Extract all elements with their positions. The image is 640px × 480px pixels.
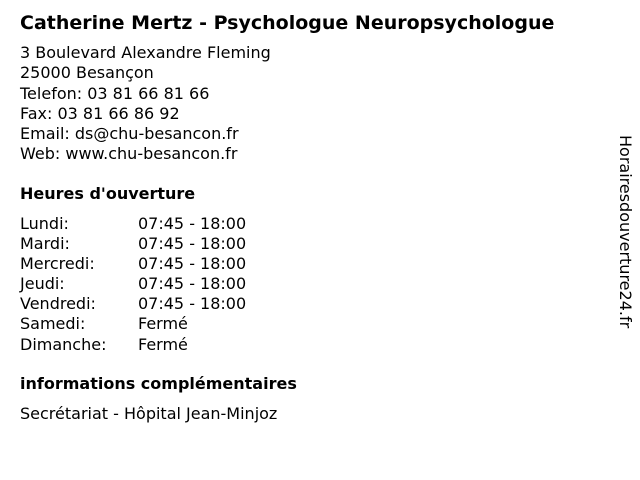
phone-number: Telefon: 03 81 66 81 66 <box>20 83 210 103</box>
email-address: Email: ds@chu-besancon.fr <box>20 124 239 144</box>
hours-row-wednesday <box>20 254 320 274</box>
hours-value: 07:45 - 18:00 <box>138 274 247 294</box>
hours-row-monday <box>20 214 320 234</box>
day-label: Dimanche: <box>20 334 107 354</box>
contact-block <box>20 43 271 165</box>
hours-value: 07:45 - 18:00 <box>138 294 247 314</box>
hours-value: 07:45 - 18:00 <box>138 234 247 254</box>
hours-value: Fermé <box>138 314 188 334</box>
site-watermark: Horairesdouverture24.fr <box>616 135 635 329</box>
hours-row-thursday <box>20 274 320 294</box>
day-label: Mardi: <box>20 234 70 254</box>
website: Web: www.chu-besancon.fr <box>20 144 238 164</box>
day-label: Lundi: <box>20 214 69 233</box>
street-address: 3 Boulevard Alexandre Fleming <box>20 43 271 62</box>
hours-value: 07:45 - 18:00 <box>138 214 247 233</box>
hours-value: Fermé <box>138 334 188 354</box>
hours-row-saturday <box>20 314 320 334</box>
hours-row-sunday <box>20 335 320 355</box>
city-address: 25000 Besançon <box>20 63 154 83</box>
day-label: Samedi: <box>20 314 86 334</box>
additional-info-text: Secrétariat - Hôpital Jean-Minjoz <box>20 404 278 423</box>
day-label: Jeudi: <box>20 274 65 294</box>
additional-info-heading: informations complémentaires <box>20 374 297 393</box>
day-label: Mercredi: <box>20 254 95 274</box>
hours-row-tuesday <box>20 234 320 254</box>
day-label: Vendredi: <box>20 294 96 314</box>
opening-hours-heading: Heures d'ouverture <box>20 184 196 203</box>
page-title: Catherine Mertz - Psychologue Neuropsychologue <box>20 12 555 34</box>
hours-value: 07:45 - 18:00 <box>138 254 247 274</box>
opening-hours-table <box>20 214 320 355</box>
hours-row-friday <box>20 294 320 314</box>
fax-number: Fax: 03 81 66 86 92 <box>20 103 180 123</box>
